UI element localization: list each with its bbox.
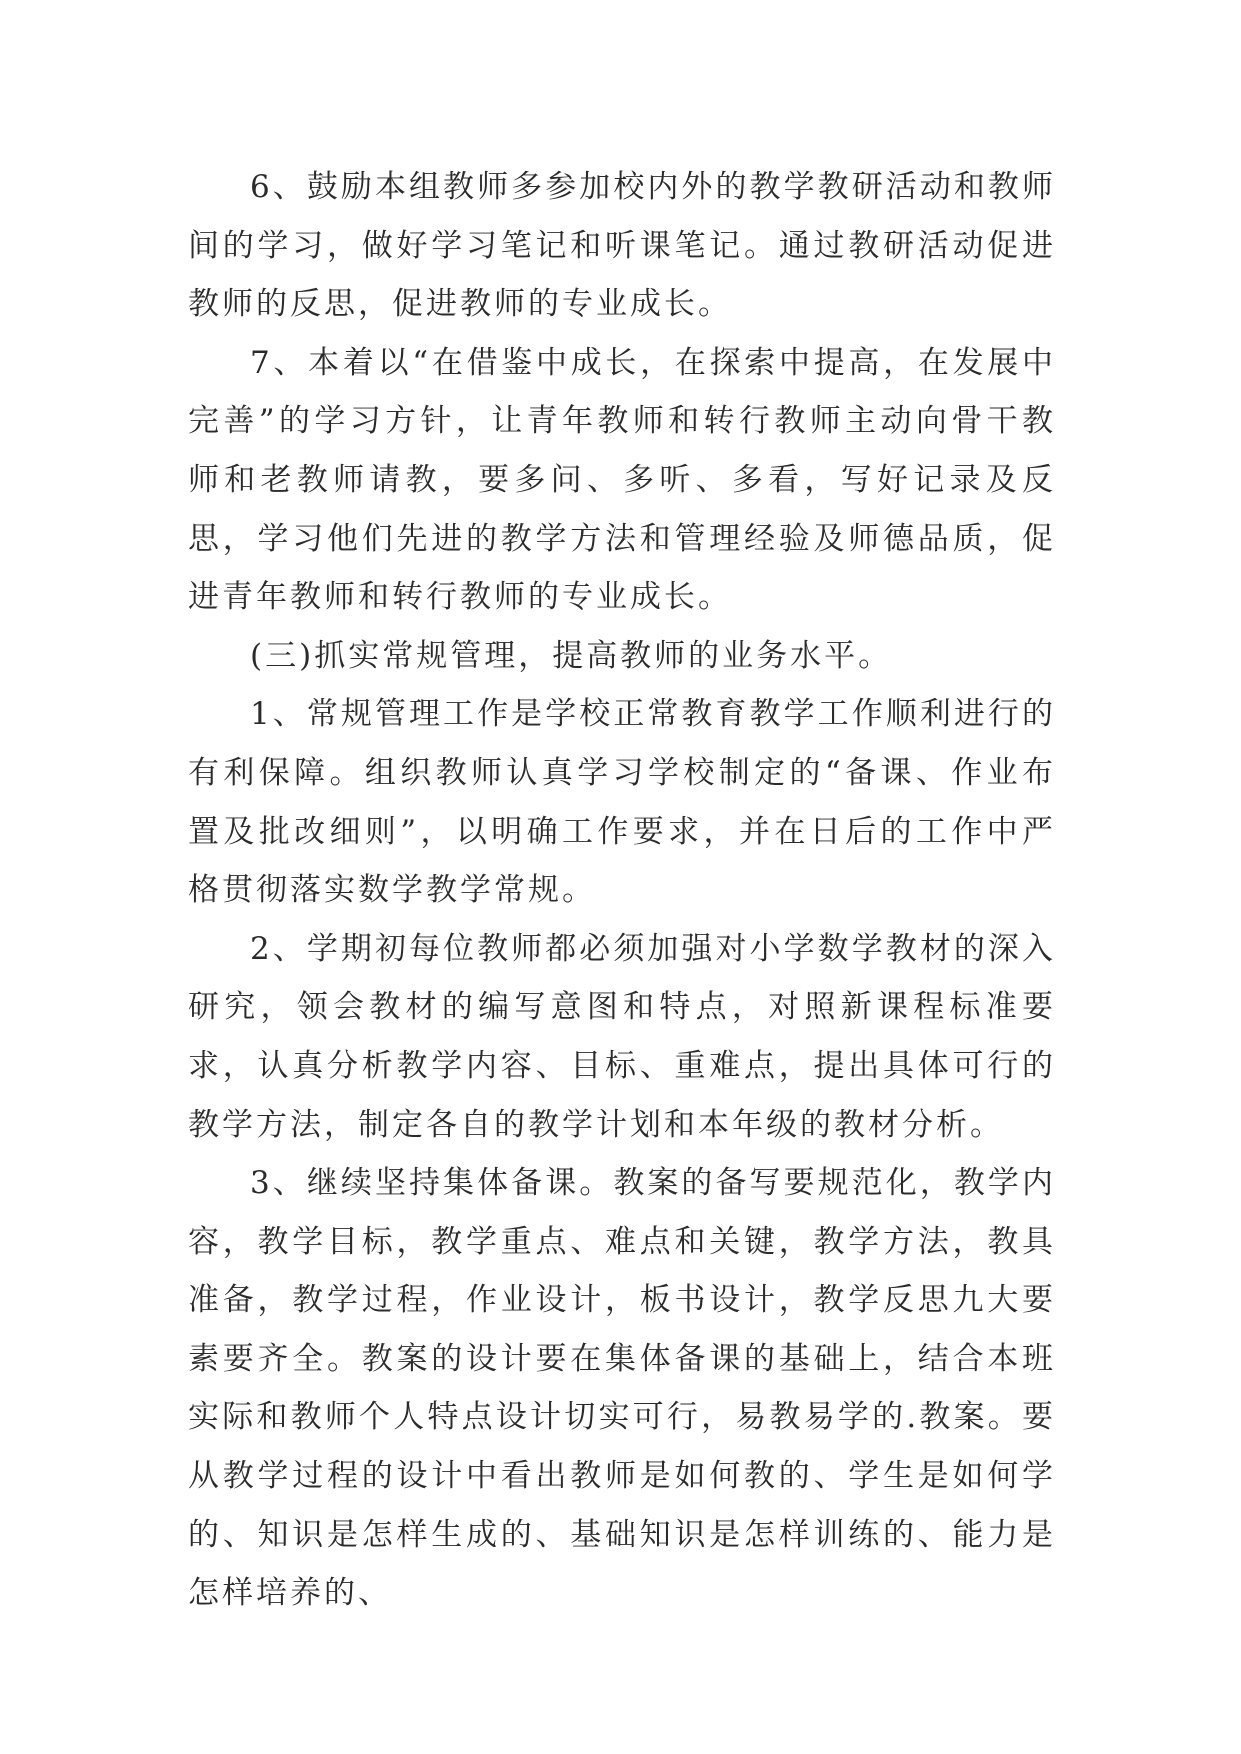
paragraph-1-routine-management: 1、常规管理工作是学校正常教育教学工作顺利进行的有利保障。组织教师认真学习学校制定的“备课、作业布置及批改细则”，以明确工作要求，并在日后的工作中严格贯彻落实数学教学常规。 <box>188 696 1056 909</box>
section-heading-3: (三)抓实常规管理，提高教师的业务水平。 <box>250 637 893 674</box>
paragraph-6-encourage-activities: 6、鼓励本组教师多参加校内外的教学教研活动和教师间的学习，做好学习笔记和听课笔记。通过教研活动促进教师的反思，促进教师的专业成长。 <box>188 169 1056 323</box>
paragraph-7-learning-policy: 7、本着以“在借鉴中成长，在探索中提高，在发展中完善”的学习方针，让青年教师和转行教师主动向骨干教师和老教师请教，要多问、多听、多看，写好记录及反思，学习他们先进的教学方法和管理经验及师德品质，促进青年教师和转行教师的专业成长。 <box>188 344 1056 616</box>
paragraph-2-textbook-study: 2、学期初每位教师都必须加强对小学数学教材的深入研究，领会教材的编写意图和特点，对照新课程标准要求，认真分析教学内容、目标、重难点，提出具体可行的教学方法，制定各自的教学计划和本年级的教材分析。 <box>188 930 1056 1143</box>
body-text <box>188 158 1056 1623</box>
paragraph-3-collective-lesson-prep: 3、继续坚持集体备课。教案的备写要规范化，教学内容，教学目标，教学重点、难点和关键，教学方法，教具准备，教学过程，作业设计，板书设计，教学反思九大要素要齐全。教案的设计要在集体备课的基础上，结合本班实际和教师个人特点设计切实可行，易教易学的.教案。要从教学过程的设计中看出教师是如何教的、学生是如何学的、知识是怎样生成的、基础知识是怎样训练的、能力是怎样培养的、 <box>188 1165 1056 1612</box>
